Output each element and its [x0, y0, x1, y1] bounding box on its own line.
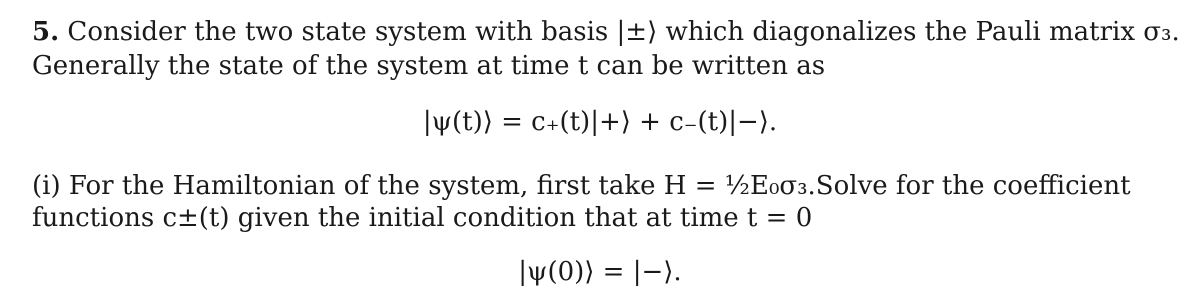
part-i-line-1 — [32, 170, 1131, 202]
part-i-line-2: functions c±(t) given the initial condition that at time t = 0 — [32, 203, 813, 233]
problem-number: 5. — [32, 17, 60, 47]
intro-line-1 — [32, 16, 1180, 48]
intro-text-1: Consider the two state system with basis |±⟩ which diagonalizes the Pauli matrix σ₃. — [67, 17, 1180, 47]
equation-state: |ψ(t)⟩ = c₊(t)|+⟩ + c₋(t)|−⟩. — [422, 107, 778, 137]
part-i-text-right: Solve for the coefficient — [815, 171, 1131, 201]
equation-initial-condition: |ψ(0)⟩ = |−⟩. — [518, 257, 682, 287]
intro-line-2: Generally the state of the system at time t can be written as — [32, 51, 826, 81]
part-i-text-left: (i) For the Hamiltonian of the system, first take H = ½E₀σ₃. — [32, 171, 816, 201]
